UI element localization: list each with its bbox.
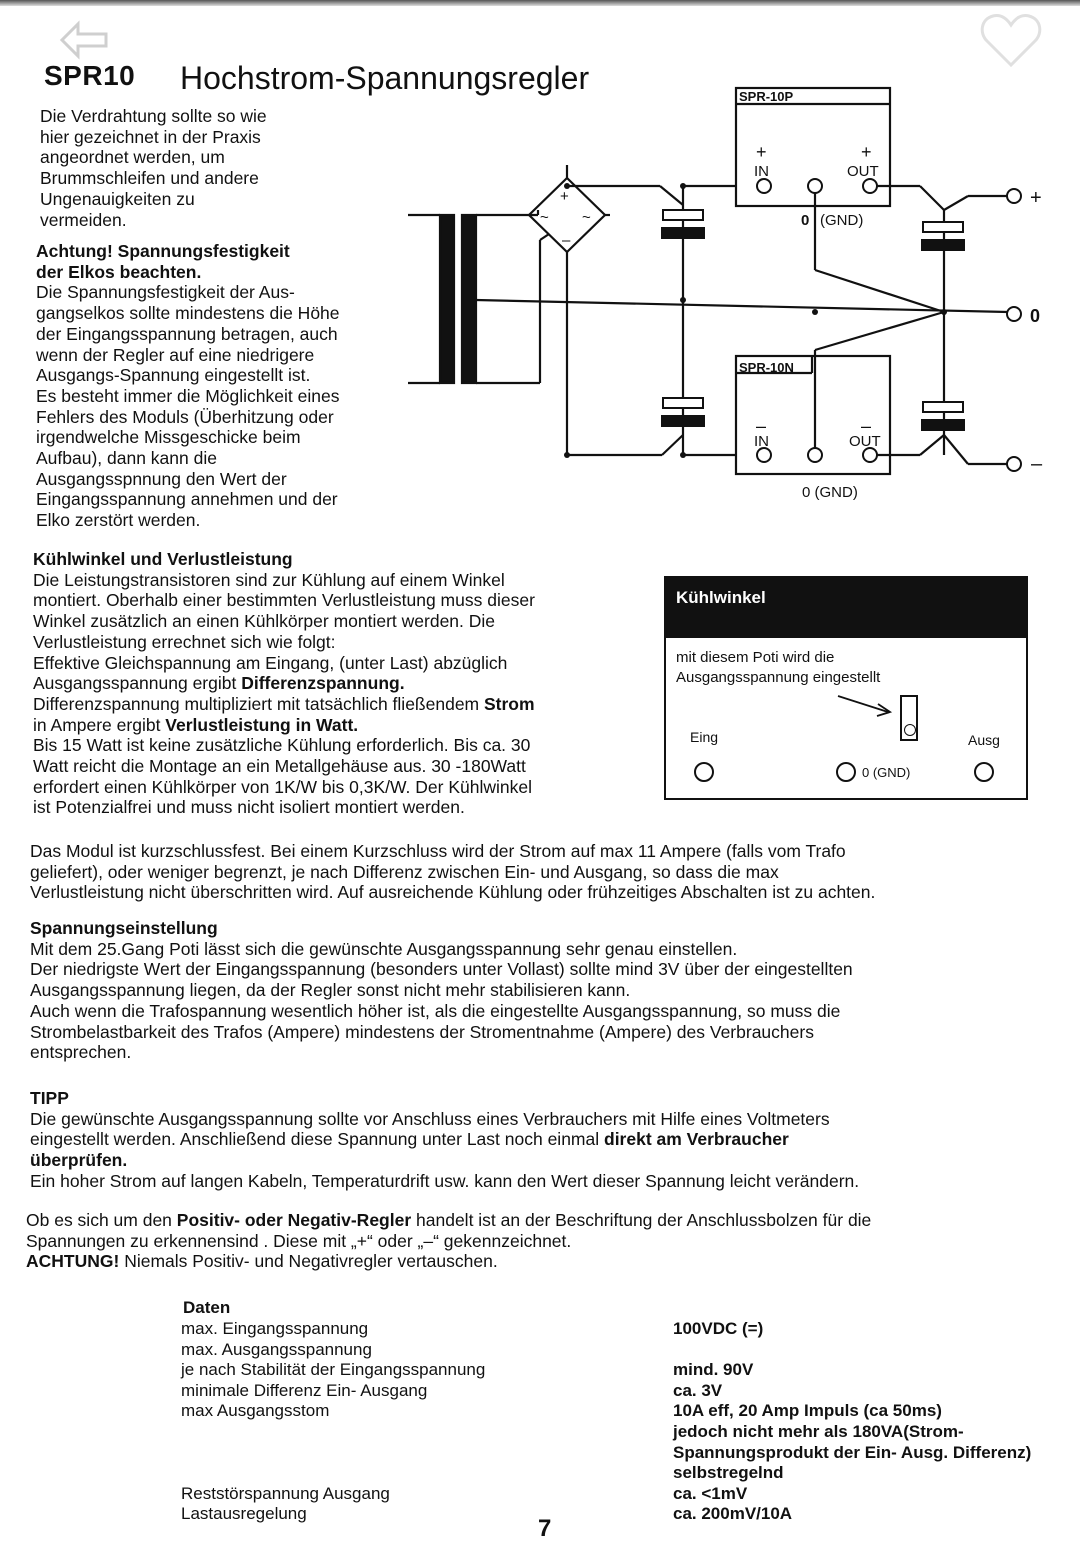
svg-text:~: ~ bbox=[582, 209, 591, 226]
output-label: Ausg bbox=[968, 732, 1000, 748]
back-button[interactable] bbox=[58, 14, 110, 66]
svg-text:IN: IN bbox=[754, 433, 769, 450]
wiring-diagram bbox=[405, 80, 1065, 510]
specs-labels: max. Eingangsspannung max. Ausgangsspannung je nach Stabilität der Eingangsspannung minimale Differenz Ein- Ausgang max Ausgangsstom Reststörspannung Ausgang Lastausregelung bbox=[181, 1319, 486, 1524]
tip-title: TIPP bbox=[30, 1088, 69, 1108]
heatsink-note: mit diesem Poti wird die Ausgangsspannung eingestellt bbox=[676, 649, 881, 686]
input-capacitor-plus bbox=[663, 210, 703, 220]
svg-text:–: – bbox=[756, 416, 767, 436]
input-terminal bbox=[694, 762, 714, 782]
gnd-label-top: (GND) bbox=[820, 212, 864, 229]
heart-icon bbox=[979, 11, 1043, 69]
svg-text:~: ~ bbox=[540, 209, 549, 226]
specs-title: Daten bbox=[183, 1298, 231, 1317]
svg-text:0: 0 bbox=[801, 212, 810, 229]
product-code: SPR10 bbox=[44, 60, 136, 91]
heatsink-title: Kühlwinkel bbox=[666, 578, 1026, 638]
capacitor-warning: Achtung! Spannungsfestigkeit der Elkos beachten. Die Spannungsfestigkeit der Aus- gangselkos sollte mindestens die Höhe der Eingangsspannung betragen, auch wenn der Regler auf eine niedrigere Ausgangs-Spannung eingestellt ist. Es besteht immer die Möglichkeit eines Fehlers des Moduls (Überhitzung oder irgendwelche Missgeschicke beim Aufbau), dann kann die Ausgangsspnnung den Wert der Eingangsspannung annehmen und der Elko zerstört werden. bbox=[36, 241, 406, 531]
page-number: 7 bbox=[538, 1515, 552, 1542]
polarity-section: Ob es sich um den Positiv- oder Negativ-Regler handelt ist an der Beschriftung der Anschlussbolzen für die Spannungen zu erkennensind . Diese mit „+“ oder „–“ gekennzeichnet. ACHTUNG! Niemals Positiv- und Negativregler vertauschen. bbox=[26, 1210, 872, 1272]
svg-text:OUT: OUT bbox=[847, 163, 879, 180]
adjustment-section: Spannungseinstellung Mit dem 25.Gang Poti lässt sich die gewünschte Ausgangsspannung sehr genau einstellen. Der niedrigste Wert der Eingangsspannung (besonders unter Vollast) sollte mind 3V über der eingestellten Ausgangsspannung liegen, da der Regler sonst nicht mehr stabilisieren kann. Auch wenn die Trafospannung wesentlich höher ist, als die eingestellte Ausgangsspannung, so muss die Strombelastbarkeit des Trafos (Ampere) mindestens der Stromentnahme (Ampere) des Verbrauchers entsprechen. bbox=[30, 918, 1060, 1063]
terminal-minus-label: – bbox=[1031, 453, 1043, 475]
terminal-zero-label: 0 bbox=[1030, 306, 1041, 326]
output-terminal bbox=[974, 762, 994, 782]
specs-values: 100VDC (=) mind. 90V ca. 3V 10A eff, 20 Amp Impuls (ca 50ms) jedoch nicht mehr als 180VA(Strom- Spannungsprodukt der Ein- Ausg. Differenz) selbstregelnd ca. <1mV ca. 200mV/10A bbox=[673, 1319, 1032, 1524]
top-edge bbox=[0, 0, 1080, 6]
module-n-label: SPR-10N bbox=[739, 360, 794, 375]
svg-text:–: – bbox=[861, 416, 872, 436]
gnd-label-bottom: 0 (GND) bbox=[802, 484, 858, 501]
svg-text:OUT: OUT bbox=[849, 433, 881, 450]
output-capacitor-minus bbox=[923, 402, 963, 412]
heatsink-diagram bbox=[664, 576, 1028, 800]
cooling-title: Kühlwinkel und Verlustleistung bbox=[33, 549, 293, 569]
warning-title: Achtung! Spannungsfestigkeit bbox=[36, 241, 290, 261]
output-capacitor-plus bbox=[923, 222, 963, 232]
gnd-label: 0 (GND) bbox=[862, 765, 911, 780]
tip-section: TIPP Die gewünschte Ausgangsspannung sollte vor Anschluss eines Verbrauchers mit Hilfe eines Voltmeters eingestellt werden. Anschließend diese Spannung unter Last noch einmal direkt am Verbraucher überprüfen. Ein hoher Strom auf langen Kabeln, Temperaturdrift usw. kann den Wert dieser Spannung leicht verändern. bbox=[30, 1088, 1060, 1192]
svg-text:+: + bbox=[560, 188, 569, 205]
module-p-label: SPR-10P bbox=[739, 89, 794, 104]
input-label: Eing bbox=[690, 729, 719, 745]
potentiometer bbox=[900, 695, 918, 741]
adjustment-title: Spannungseinstellung bbox=[30, 918, 218, 938]
svg-text:–: – bbox=[562, 232, 571, 249]
back-arrow-icon bbox=[58, 18, 110, 62]
svg-text:IN: IN bbox=[754, 163, 769, 180]
svg-text:+: + bbox=[861, 142, 872, 162]
intro-text: Die Verdrahtung sollte so wie hier gezeichnet in der Praxis angeordnet werden, um Brummschleifen und andere Ungenauigkeiten zu vermeiden. bbox=[40, 106, 267, 230]
cooling-section: Kühlwinkel und Verlustleistung Die Leistungstransistoren sind zur Kühlung auf einem Winkel montiert. Oberhalb einer bestimmten Verlustleistung muss dieser Winkel zusätzlich an einen Kühlkörper montiert werden. Die Verlustleistung errechnet sich wie folgt: Effektive Gleichspannung am Eingang, (unter Last) abzüglich Ausgangsspannung ergibt Differenzspannung. Differenzspannung multipliziert mit tatsächlich fließendem Strom in Ampere ergibt Verlustleistung in Watt. Bis 15 Watt ist keine zusätzliche Kühlung erforderlich. Bis ca. 30 Watt reicht die Montage an ein Metallgehäuse aus. 30 -180Watt erfordert einen Kühlkörper von 1K/W bis 0,3K/W. Der Kühlwinkel ist Potenzialfrei und muss nicht isoliert montiert werden. bbox=[33, 549, 648, 818]
page-title: Hochstrom-Spannungsregler bbox=[180, 60, 590, 96]
transformer-primary bbox=[440, 215, 454, 383]
terminal-plus-label: + bbox=[1030, 187, 1042, 209]
gnd-terminal bbox=[836, 762, 856, 782]
svg-text:+: + bbox=[756, 142, 767, 162]
short-circuit-text: Das Modul ist kurzschlussfest. Bei einem Kurzschluss wird der Strom auf max 11 Ampere (falls vom Trafo geliefert), oder weniger begrenzt, je nach Differenz zwischen Ein- und Ausgang, so dass die max Verlustleistung nicht überschritten wird. Auf ausreichende Kühlung oder frühzeitiges Abschalten ist zu achten. bbox=[30, 841, 876, 903]
transformer-secondary bbox=[462, 215, 476, 383]
input-capacitor-minus bbox=[663, 398, 703, 408]
favorite-button[interactable] bbox=[978, 10, 1044, 70]
